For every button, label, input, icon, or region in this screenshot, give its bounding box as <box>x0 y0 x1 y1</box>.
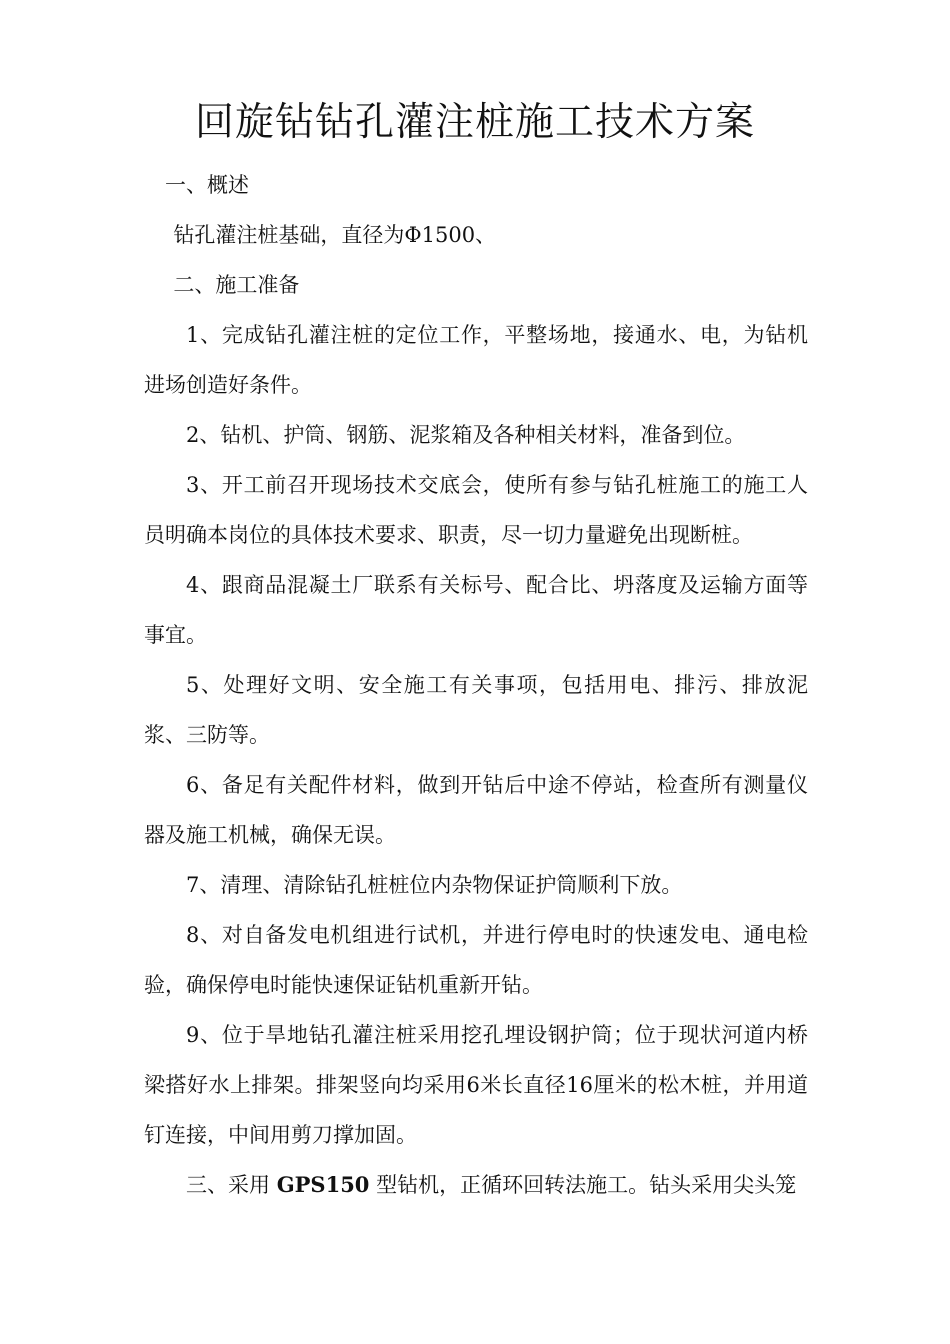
list-item-8: 8、对自备发电机组进行试机，并进行停电时的快速发电、通电检验，确保停电时能快速保证钻机重新开钻。 <box>144 923 808 997</box>
section-heading-method <box>144 1160 808 1210</box>
document-title: 回旋钻钻孔灌注桩施工技术方案 <box>194 100 755 145</box>
list-item-4: 4、跟商品混凝土厂联系有关标号、配合比、坍落度及运输方面等事宜。 <box>144 573 808 647</box>
list-item-6: 6、备足有关配件材料，做到开钻后中途不停站，检查所有测量仪器及施工机械，确保无误。 <box>144 773 808 847</box>
list-item-3: 3、开工前召开现场技术交底会，使所有参与钻孔桩施工的施工人员明确本岗位的具体技术要求、职责，尽一切力量避免出现断桩。 <box>144 473 808 547</box>
drill-model: GPS150 <box>276 1172 370 1197</box>
list-item-5: 5、处理好文明、安全施工有关事项，包括用电、排污、排放泥浆、三防等。 <box>144 673 808 747</box>
section-heading-overview: 一、概述 <box>165 173 249 197</box>
list-item-9: 9、位于旱地钻孔灌注桩采用挖孔埋设钢护筒；位于现状河道内桥梁搭好水上排架。排架竖向均采用6米长直径16厘米的松木桩，并用道钉连接，中间用剪刀撑加固。 <box>144 1023 808 1147</box>
overview-body: 钻孔灌注桩基础，直径为Φ1500、 <box>173 223 497 247</box>
method-suffix: 型钻机，正循环回转法施工。钻头采用尖头笼 <box>376 1173 797 1197</box>
list-item-1: 1、完成钻孔灌注桩的定位工作，平整场地，接通水、电，为钻机进场创造好条件。 <box>144 323 808 397</box>
list-item-2: 2、钻机、护筒、钢筋、泥浆箱及各种相关材料，准备到位。 <box>186 423 746 447</box>
section-heading-preparation: 二、施工准备 <box>173 273 300 297</box>
list-item-7: 7、清理、清除钻孔桩桩位内杂物保证护筒顺利下放。 <box>186 873 683 897</box>
method-prefix: 三、采用 <box>186 1173 270 1197</box>
